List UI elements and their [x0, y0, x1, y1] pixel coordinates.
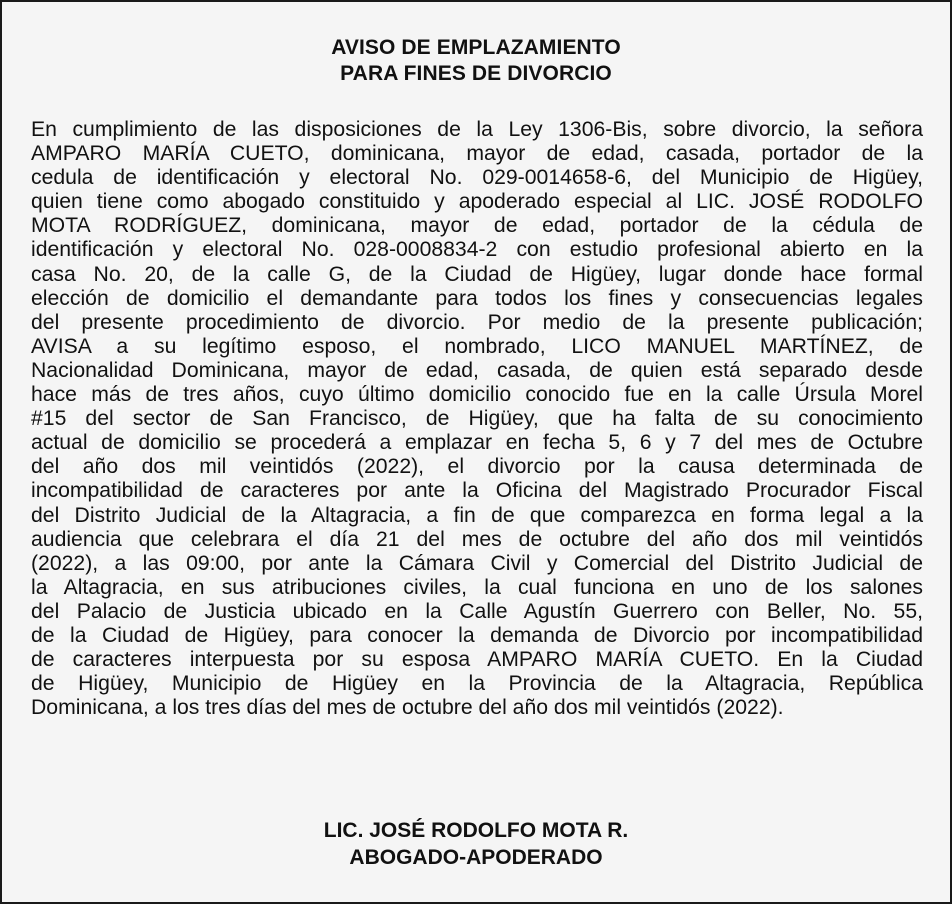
body-line: la Altagracia, en sus atribuciones civiles, la cual funciona en uno de los salones: [31, 575, 923, 599]
body-line: elección de domicilio el demandante para todos los fines y consecuencias legales: [31, 286, 923, 310]
body-line: de Higüey, Municipio de Higüey en la Provincia de la Altagracia, República: [31, 672, 923, 696]
body-line: audiencia que celebrara el día 21 del mes de octubre del año dos mil veintidós: [31, 527, 923, 551]
body-line: AVISA a su legítimo esposo, el nombrado, LICO MANUEL MARTÍNEZ, de: [31, 334, 923, 358]
signature-block: [2, 817, 950, 871]
body-line: incompatibilidad de caracteres por ante la Oficina del Magistrado Procurador Fiscal: [31, 479, 923, 503]
body-line: casa No. 20, de la calle G, de la Ciudad de Higüey, lugar donde hace formal: [31, 262, 923, 286]
body-line: #15 del sector de San Francisco, de Higüey, que ha falta de su conocimiento: [31, 407, 923, 431]
body-line: AMPARO MARÍA CUETO, dominicana, mayor de edad, casada, portador de la: [31, 142, 923, 166]
body-line: de la Ciudad de Higüey, para conocer la demanda de Divorcio por incompatibilidad: [31, 623, 923, 647]
notice-title: AVISO DE EMPLAZAMIENTO: [331, 36, 621, 59]
notice-body: [31, 118, 923, 720]
body-line: del presente procedimiento de divorcio. Por medio de la presente publicación;: [31, 310, 923, 334]
body-line: identificación y electoral No. 028-0008834-2 con estudio profesional abierto en la: [31, 238, 923, 262]
body-line: hace más de tres años, cuyo último domicilio conocido fue en la calle Úrsula Morel: [31, 383, 923, 407]
body-line: Nacionalidad Dominicana, mayor de edad, casada, de quien está separado desde: [31, 358, 923, 382]
body-line: En cumplimiento de las disposiciones de la Ley 1306-Bis, sobre divorcio, la señora: [31, 118, 923, 141]
signatory-name: LIC. JOSÉ RODOLFO MOTA R.: [323, 819, 629, 842]
body-line: actual de domicilio se procederá a emplazar en fecha 5, 6 y 7 del mes de Octubre: [31, 431, 923, 455]
signatory-role: ABOGADO-APODERADO: [349, 846, 603, 869]
body-line: del Distrito Judicial de la Altagracia, a fin de que comparezca en forma legal a la: [31, 503, 923, 527]
body-line: de caracteres interpuesta por su esposa AMPARO MARÍA CUETO. En la Ciudad: [31, 648, 923, 672]
body-line: del Palacio de Justicia ubicado en la Calle Agustín Guerrero con Beller, No. 55,: [31, 599, 923, 623]
body-line: (2022), a las 09:00, por ante la Cámara Civil y Comercial del Distrito Judicial de: [31, 551, 923, 575]
body-line: quien tiene como abogado constituido y apoderado especial al LIC. JOSÉ RODOLFO: [31, 190, 923, 214]
notice-subtitle: PARA FINES DE DIVORCIO: [340, 62, 612, 85]
notice-heading: [2, 35, 950, 87]
body-line: Dominicana, a los tres días del mes de octubre del año dos mil veintidós (2022).: [31, 696, 784, 720]
body-line: cedula de identificación y electoral No. 029-0014658-6, del Municipio de Higüey,: [31, 166, 923, 190]
body-line: del año dos mil veintidós (2022), el divorcio por la causa determinada de: [31, 455, 923, 479]
body-line: MOTA RODRÍGUEZ, dominicana, mayor de edad, portador de la cédula de: [31, 214, 923, 238]
